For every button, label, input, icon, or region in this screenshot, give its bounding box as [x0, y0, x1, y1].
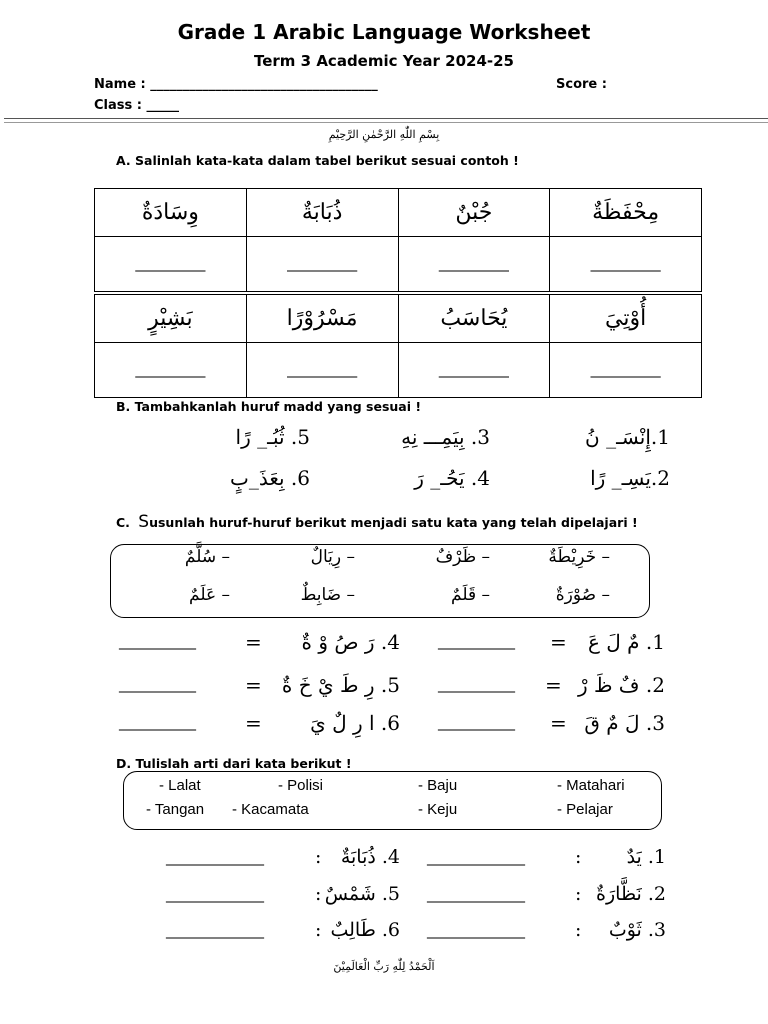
word-cell: مَسْرُوْرًا	[246, 295, 398, 343]
word-bank-item: – قَلَمٌ	[451, 585, 490, 605]
section-b-title: B. Tambahkanlah huruf madd yang sesuai !	[116, 399, 422, 414]
section-a-title: A. Salinlah kata-kata dalam tabel berikut sesuai contoh !	[116, 153, 519, 168]
word-cell: بَشِيْرٍ	[95, 295, 247, 343]
score-field[interactable]: Score :	[556, 77, 607, 92]
colon: :	[315, 919, 322, 941]
colon: :	[315, 883, 322, 905]
word-bank-item: – خَرِيْطَةٌ	[548, 547, 610, 567]
worksheet-subtitle: Term 3 Academic Year 2024-25	[254, 52, 514, 70]
word-bank-item: – ضَابِطٌ	[300, 585, 355, 605]
answer-cell[interactable]: __________	[95, 343, 247, 398]
answer-blank[interactable]: ______________	[166, 850, 264, 866]
word-bank-item: – ظَرْفٌ	[435, 547, 490, 567]
answer-blank[interactable]: ___________	[438, 677, 515, 693]
exercise-b-6: 6. بِعَذَ_بٍ	[230, 466, 310, 490]
equals-sign: =	[545, 673, 562, 697]
word-bank-item: – صُوْرَةٌ	[555, 585, 610, 605]
colon: :	[315, 846, 322, 868]
equals-sign: =	[245, 630, 262, 654]
equals-sign: =	[550, 630, 567, 654]
exercise-c-3: 3. لَ مٌ قَ	[584, 711, 665, 735]
equals-sign: =	[550, 711, 567, 735]
exercise-b-5: 5. ثُبُـ_ رًا	[235, 425, 310, 449]
closing-phrase: اَلْحَمْدُ لِلّٰهِ رَبِّ الْعَالَمِيْنَ	[333, 960, 435, 973]
word-cell: ذُبَابَةٌ	[246, 189, 398, 237]
answer-cell[interactable]: __________	[550, 343, 702, 398]
answer-blank[interactable]: ______________	[166, 923, 264, 939]
answer-cell[interactable]: __________	[246, 343, 398, 398]
exercise-d-4: 4. ذُبَابَةٌ	[340, 846, 400, 868]
word-bank-item: – سُلَّمٌ	[184, 547, 230, 567]
exercise-c-1: 1. مٌ لَ عَ	[587, 630, 665, 654]
section-c-title	[116, 512, 638, 532]
class-field[interactable]: Class : _____	[94, 98, 179, 113]
basmala: بِسْمِ اللّٰهِ الرَّحْمٰنِ الرَّحِيْمِ	[328, 128, 440, 141]
exercise-c-6: 6. ا رِ لٌ يَ	[310, 711, 400, 735]
meaning-item: - Polisi	[278, 777, 324, 794]
answer-cell[interactable]: __________	[246, 237, 398, 292]
word-cell: جُبْنٌ	[398, 189, 550, 237]
exercise-d-2: 2. نَظَّارَةٌ	[596, 883, 666, 905]
answer-blank[interactable]: ______________	[427, 850, 525, 866]
exercise-b-4: 4. يَحُـ_ رَ	[414, 466, 490, 490]
answer-blank[interactable]: ______________	[427, 887, 525, 903]
header-divider-2	[4, 122, 768, 123]
meaning-item: - Lalat	[159, 777, 201, 794]
answer-cell[interactable]: __________	[95, 237, 247, 292]
answer-blank[interactable]: ___________	[119, 715, 196, 731]
equals-sign: =	[245, 711, 262, 735]
word-cell: أُوْتِيَ	[550, 295, 702, 343]
section-d-title: D. Tulislah arti dari kata berikut !	[116, 756, 352, 771]
worksheet-title: Grade 1 Arabic Language Worksheet	[177, 20, 591, 44]
exercise-b-2: 2.يَسِـ_ رًا	[590, 466, 670, 490]
exercise-d-3: 3. ثَوْبٌ	[608, 919, 666, 941]
exercise-d-6: 6. طَالِبٌ	[330, 919, 400, 941]
exercise-b-3: 3. بِيَمِـــ نِهِ	[401, 425, 490, 449]
section-c-letter: C.	[116, 515, 130, 530]
colon: :	[575, 919, 582, 941]
answer-cell[interactable]: __________	[550, 237, 702, 292]
answer-blank[interactable]: ___________	[438, 634, 515, 650]
equals-sign: =	[245, 673, 262, 697]
section-a-table-1	[94, 188, 702, 292]
answer-blank[interactable]: ______________	[427, 923, 525, 939]
meaning-item: - Tangan	[146, 801, 205, 818]
exercise-c-5: 5. رِ طَ يْ خَ ةٌ	[281, 673, 400, 697]
exercise-d-1: 1. يَدٌ	[626, 846, 666, 868]
exercise-c-2: 2. فٌ ظَ رْ	[577, 673, 665, 697]
section-c-big-letter: S	[138, 512, 150, 532]
meaning-item: - Pelajar	[557, 801, 613, 818]
exercise-c-4: 4. رَ صُ وْ ةٌ	[301, 630, 400, 654]
word-cell: وِسَادَةٌ	[95, 189, 247, 237]
answer-cell[interactable]: __________	[398, 237, 550, 292]
colon: :	[575, 846, 582, 868]
answer-blank[interactable]: ___________	[119, 677, 196, 693]
answer-blank[interactable]: ______________	[166, 887, 264, 903]
word-bank-item: – رِيَالٌ	[310, 547, 355, 567]
meaning-item: - Baju	[418, 777, 458, 794]
exercise-b-1: 1.إِنْسَـ_ نُ	[585, 425, 670, 449]
answer-blank[interactable]: ___________	[119, 634, 196, 650]
answer-blank[interactable]: ___________	[438, 715, 515, 731]
meaning-item: - Kacamata	[232, 801, 309, 818]
header-divider	[4, 118, 768, 119]
meaning-item: - Keju	[418, 801, 458, 818]
section-a-table-2	[94, 294, 702, 398]
word-cell: يُحَاسَبُ	[398, 295, 550, 343]
meaning-item: - Matahari	[557, 777, 625, 794]
word-bank-item: – عَلَمٌ	[189, 585, 230, 605]
name-field[interactable]: Name : ___________________________________	[94, 77, 378, 92]
exercise-d-5: 5. شَمْسٌ	[324, 883, 400, 905]
answer-cell[interactable]: __________	[398, 343, 550, 398]
section-c-title-text: usunlah huruf-huruf berikut menjadi satu kata yang telah dipelajari !	[149, 515, 638, 530]
word-cell: مِحْفَظَةٌ	[550, 189, 702, 237]
colon: :	[575, 883, 582, 905]
